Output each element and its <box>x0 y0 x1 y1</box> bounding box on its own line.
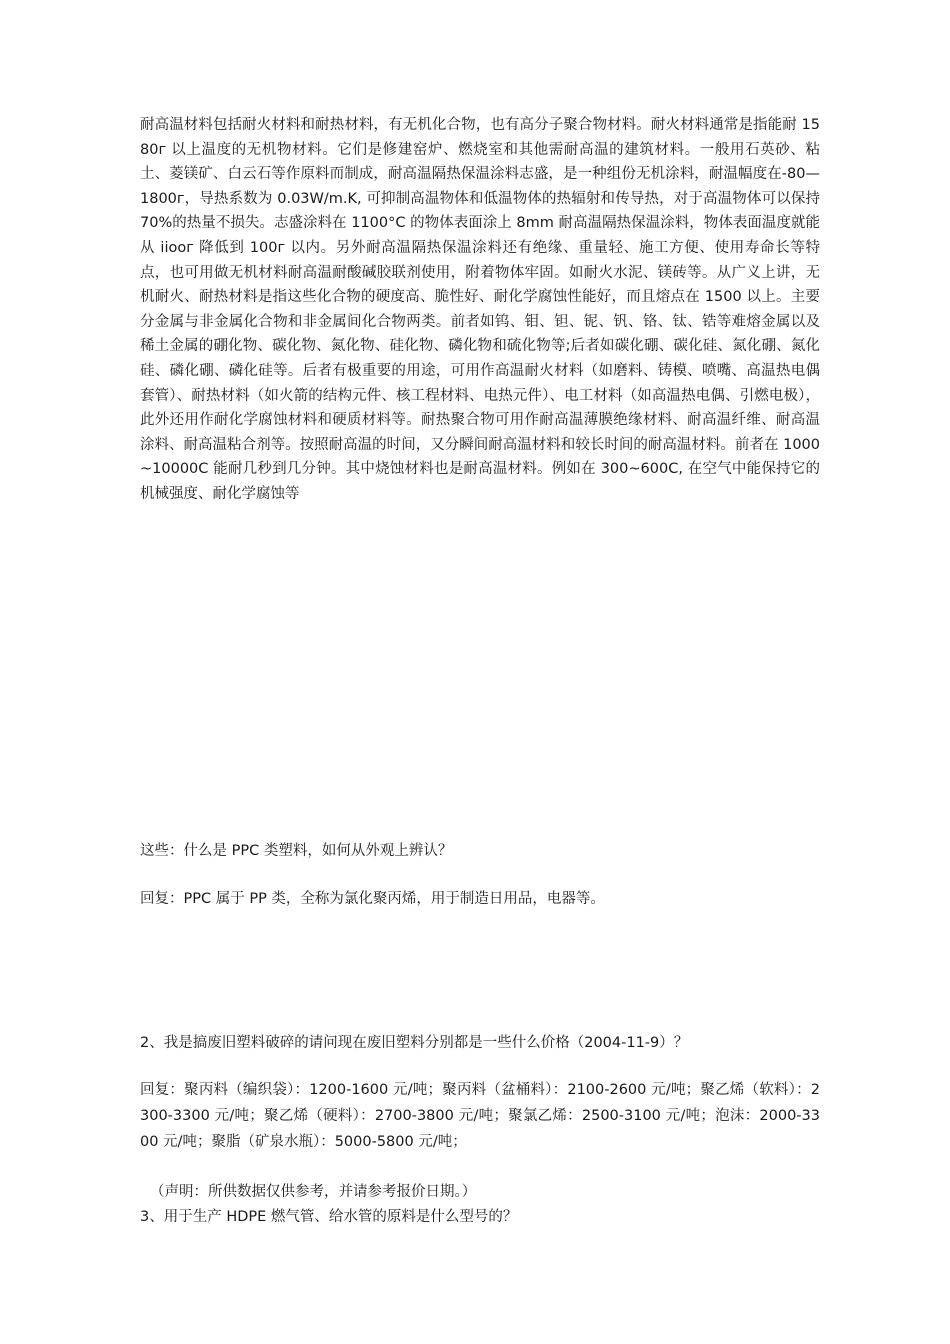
answer-1: 回复：PPC 属于 PP 类，全称为氯化聚丙烯，用于制造日用品，电器等。 <box>140 891 605 907</box>
question-3: 3、用于生产 HDPE 燃气管、给水管的原料是什么型号的？ <box>140 1209 518 1225</box>
question-1: 这些：什么是 PPC 类塑料，如何从外观上辨认？ <box>140 843 453 859</box>
question-2: 2、我是搞废旧塑料破碎的请问现在废旧塑料分别都是一些什么价格（2004-11-9）？ <box>140 1035 689 1051</box>
disclaimer-note: （声明：所供数据仅供参考，并请参考报价日期。） <box>150 1184 477 1200</box>
answer-2: 回复：聚丙料（编织袋）：1200-1600 元/吨；聚丙料（盆桶料）：2100-2600 元/吨；聚乙烯（软料）：2300-3300 元/吨；聚乙烯（硬料）：2700-3800 元/吨；聚氯乙烯：2500-3100 元/吨；泡沫：2000-3300 元/吨；聚脂（矿泉水瓶）：5000-5800 元/吨； <box>140 1082 820 1150</box>
main-paragraph: 耐高温材料包括耐火材料和耐热材料，有无机化合物，也有高分子聚合物材料。耐火材料通常是指能耐 1580г 以上温度的无机物材料。它们是修建窑炉、燃烧室和其他需耐高温的建筑材料。一般用石英砂、粘土、菱镁矿、白云石等作原料而制成，耐高温隔热保温涂料志盛，是一种组份无机涂料，耐温幅度在-80—1800г，导热系数为 0.03W/m.K, 可抑制高温物体和低温物体的热辐射和传导热，对于高温物体可以保持 70%的热量不损失。志盛涂料在 1100°C 的物体表面涂上 8mm 耐高温隔热保温涂料，物体表面温度就能从 iiooг 降低到 100г 以内。另外耐高温隔热保温涂料还有绝缘、重量轻、施工方便、使用寿命长等特点，也可用做无机材料耐高温耐酸碱胶联剂使用，附着物体牢固。如耐火水泥、镁砖等。从广义上讲，无机耐火、耐热材料是指这些化合物的硬度高、脆性好、耐化学腐蚀性能好，而且熔点在 1500 以上。主要分金属与非金属化合物和非金属间化合物两类。前者如钨、钼、钽、铌、钒、铬、钛、锆等难熔金属以及稀土金属的硼化物、碳化物、氮化物、硅化物、磷化物和硫化物等;后者如碳化硼、碳化硅、氮化硼、氮化硅、磷化硼、磷化硅等。后者有极重要的用途，可用作高温耐火材料（如磨料、铸模、喷嘴、高温热电偶套管）、耐热材料（如火箭的结构元件、核工程材料、电热元件）、电工材料（如高温热电偶、引燃电极），此外还用作耐化学腐蚀材料和硬质材料等。耐热聚合物可用作耐高温薄膜绝缘材料、耐高温纤维、耐高温涂料、耐高温粘合剂等。按照耐高温的时间，又分瞬间耐高温材料和较长时间的耐高温材料。前者在 1000~10000C 能耐几秒到几分钟。其中烧蚀材料也是耐高温材料。例如在 300~600C, 在空气中能保持它的机械强度、耐化学腐蚀等 <box>140 117 820 502</box>
